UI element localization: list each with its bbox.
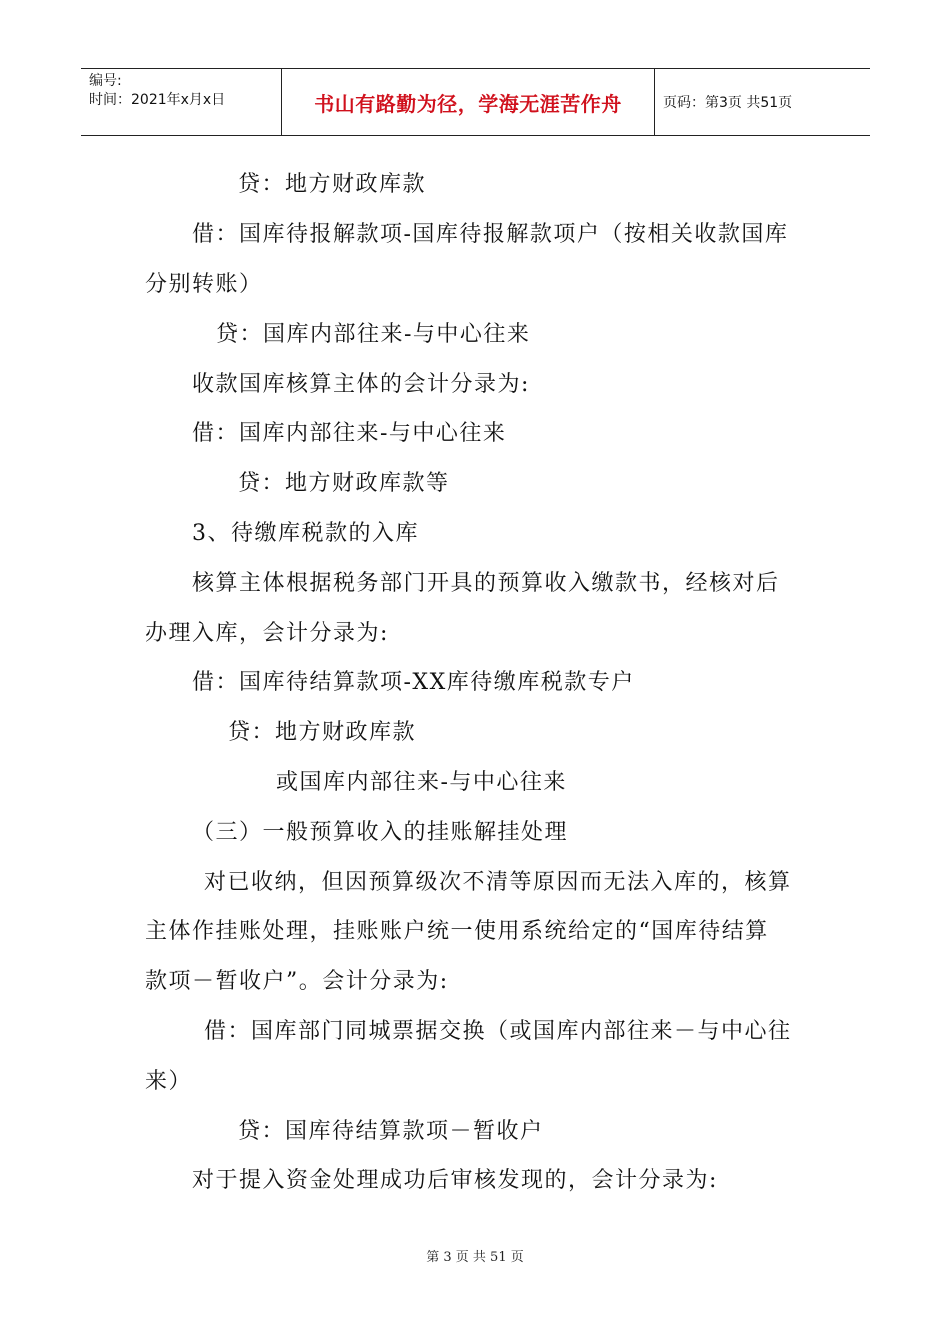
text-line: 分别转账） — [145, 272, 263, 297]
header-page-info: 页码：第3页 共51页 — [663, 95, 793, 111]
text-line: 借：国库部门同城票据交换（或国库内部往来－与中心往 — [204, 1019, 792, 1044]
text-line: 对已收纳，但因预算级次不清等原因而无法入库的，核算 — [204, 870, 792, 895]
text-line: 贷：地方财政库款等 — [238, 471, 450, 496]
text-line: 来） — [145, 1069, 193, 1094]
text-line: 主体作挂账处理，挂账账户统一使用系统给定的“国库待结算 — [145, 919, 769, 944]
header-motto: 书山有路勤为径，学海无涯苦作舟 — [282, 69, 655, 135]
text-line: 款项－暂收户”。会计分录为: — [145, 969, 449, 994]
text-line: 贷：国库待结算款项－暂收户 — [238, 1119, 544, 1144]
text-line: 收款国库核算主体的会计分录为: — [192, 372, 530, 397]
page-header — [81, 68, 870, 136]
page-footer: 第 3 页 共 51 页 — [426, 1250, 524, 1265]
header-left-cell — [81, 69, 282, 135]
text-line: 对于提入资金处理成功后审核发现的，会计分录为: — [192, 1168, 718, 1193]
text-line: 借：国库内部往来-与中心往来 — [192, 421, 507, 446]
text-line: 贷：国库内部往来-与中心往来 — [216, 322, 531, 347]
document-time-label: 时间：2021年x月x日 — [89, 92, 226, 108]
text-line: 办理入库，会计分录为: — [145, 621, 389, 646]
text-line: 3、待缴库税款的入库 — [192, 521, 419, 546]
text-line: （三）一般预算收入的挂账解挂处理 — [192, 820, 569, 845]
text-line: 核算主体根据税务部门开具的预算收入缴款书，经核对后 — [192, 571, 780, 596]
text-line: 借：国库待结算款项-XX库待缴库税款专户 — [192, 670, 635, 695]
text-line: 贷：地方财政库款 — [228, 720, 417, 745]
document-number-label: 编号: — [89, 73, 122, 89]
text-line: 或国库内部往来-与中心往来 — [276, 770, 567, 795]
text-line: 借：国库待报解款项-国库待报解款项户（按相关收款国库 — [192, 222, 789, 247]
text-line: 贷：地方财政库款 — [238, 172, 427, 197]
